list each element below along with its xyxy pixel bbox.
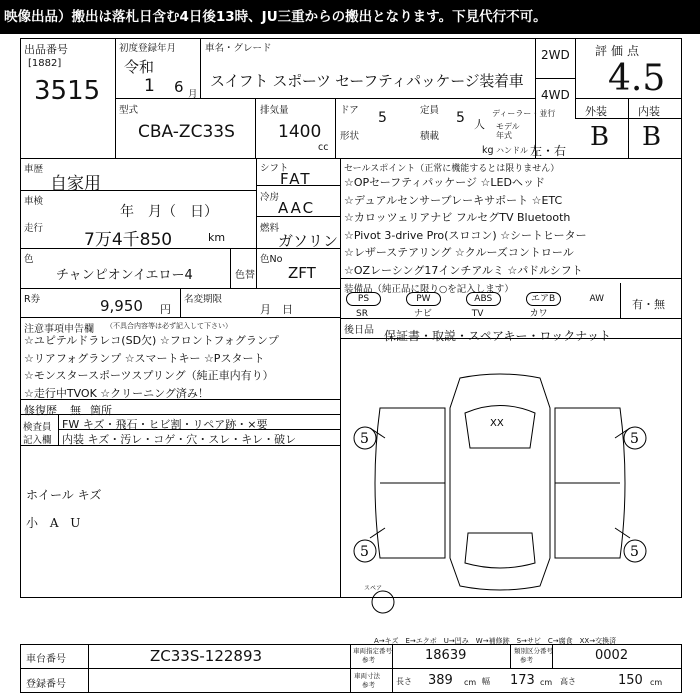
chassis-value: ZC33S-122893: [150, 647, 263, 665]
doors-value: 5: [378, 110, 387, 126]
note-item: ☆ユピテルドラレコ(SD欠) ☆フロントフォグランプ: [24, 334, 279, 347]
notes-list: [24, 332, 279, 402]
dims-length-unit: cm: [464, 678, 477, 687]
damage-mark-xx: XX: [490, 418, 504, 429]
after-items-label: 後日品: [344, 325, 374, 336]
dims-height-label: 高さ: [560, 677, 576, 686]
handle-value: 左・右: [530, 144, 567, 158]
first-reg-year: 1: [144, 76, 155, 96]
tire-front-left-tread: 5: [360, 431, 369, 447]
inspection-no-label: 車両指定番号: [353, 647, 392, 655]
auction-banner: 映像出品）搬出は落札日含む4日後13時、JU三重からの搬出となります。下見代行不可。: [0, 0, 700, 34]
seats-value: 5: [456, 110, 465, 126]
first-reg-month: 6: [174, 78, 184, 96]
model-label: 車名・グレード: [205, 43, 272, 54]
sales-points-label: セールスポイント（正常に機能するとは限りません）: [344, 164, 560, 174]
name-change-day: 月 日: [260, 303, 293, 316]
color-no-label: 色No: [260, 254, 283, 265]
class-no-sub: 参考: [520, 656, 533, 664]
displacement-label: 排気量: [260, 105, 289, 116]
dims-width: 173: [510, 673, 535, 688]
fuel-label: 燃料: [260, 223, 280, 234]
mileage-label: 走行: [24, 223, 44, 234]
first-reg-month-unit: 月: [188, 89, 198, 100]
type-value: CBA-ZC33S: [138, 122, 235, 142]
mileage-unit: km: [208, 231, 226, 244]
note-item: ☆モンスタースポーツスプリング（純正車内有り）: [24, 369, 274, 382]
car-top-outline: [450, 374, 550, 590]
color-no-value: ZFT: [288, 264, 316, 282]
grade-label: 評価点: [595, 44, 644, 58]
dims-sub: 参考: [362, 681, 375, 689]
sales-point: ☆OZレーシング17インチアルミ ☆パドルシフト: [344, 263, 583, 277]
equip-aw: AW: [589, 294, 605, 304]
dims-label: 車両寸法: [354, 672, 380, 680]
after-items-value: 保証書・取説・スペアキー・ロックナット: [384, 329, 612, 343]
notes-hint: （不具合内容等は必ず記入して下さい）: [106, 322, 232, 330]
grade-interior: B: [642, 122, 662, 152]
dealer-label: ディーラー・並行: [492, 109, 556, 118]
doors-label: ドア: [340, 105, 359, 116]
inspector-row-1: FW キズ・飛石・ヒビ割・リペア跡・×要: [62, 418, 268, 431]
sales-point: ☆カロッツェリアナビ フルセグTV Bluetooth: [344, 211, 571, 224]
lot-number: 3515: [34, 76, 101, 106]
inspection-label: 車検: [24, 196, 44, 207]
equip-navi: ナビ: [413, 309, 432, 319]
grade-exterior-label: 外装: [585, 105, 607, 118]
type-label: 型式: [119, 105, 139, 116]
mileage-value: 7万4千850: [84, 230, 173, 250]
sales-point: ☆デュアルセンサーブレーキサポート ☆ETC: [344, 193, 563, 207]
grade-exterior: B: [590, 122, 610, 152]
car-damage-diagram: [350, 368, 650, 598]
color-value: チャンピオンイエロー4: [56, 268, 193, 283]
first-reg-label: 初度登録年月: [119, 43, 177, 54]
seats-label: 定員: [420, 105, 440, 116]
repair-label: 修復歴: [24, 404, 57, 417]
model-name: スイフト スポーツ セーフティパッケージ装着車: [210, 72, 524, 90]
handwritten-note-1: ホイール キズ: [26, 488, 102, 502]
dims-width-label: 幅: [482, 677, 490, 686]
handle-label: ハンドル: [496, 146, 528, 155]
damage-legend: A→キズ E→エクボ U→凹み W→補修跡 S→サビ C→腐食 XX→交換済: [374, 637, 617, 645]
sales-point: ☆Pivot 3-drive Pro(スロコン) ☆シートヒーター: [344, 228, 587, 242]
load-label: 積載: [420, 131, 440, 142]
repair-value: 無: [70, 404, 81, 417]
equip-sr: SR: [356, 309, 368, 319]
equip-ps: PS: [346, 292, 381, 306]
note-item: ☆走行中TVOK ☆クリーニング済み！: [24, 386, 209, 400]
equip-pw: PW: [406, 292, 441, 306]
repair-unit: 箇所: [90, 404, 112, 417]
chassis-label: 車台番号: [26, 654, 66, 665]
car-rear-window: [465, 533, 535, 568]
cooling-label: 冷房: [260, 192, 280, 203]
dims-width-unit: cm: [540, 678, 553, 687]
weight-unit: kg: [482, 145, 494, 156]
equip-tv: TV: [471, 309, 484, 319]
recycle-label: R券: [24, 294, 41, 305]
inspection-no-sub: 参考: [362, 656, 375, 664]
usage-label: 車歴: [24, 164, 44, 175]
usage-value: 自家用: [50, 174, 101, 194]
inspector-label-1: 検査員: [23, 422, 52, 433]
dims-length-label: 長さ: [396, 677, 412, 686]
equip-abs: ABS: [466, 292, 501, 306]
equip-leather: カワ: [529, 309, 548, 319]
displacement-unit: cc: [318, 142, 329, 153]
sales-point: ☆OPセーフティパッケージ ☆LEDヘッド: [344, 176, 545, 189]
lot-label: 出品番号: [24, 43, 68, 56]
shift-label: シフト: [260, 163, 289, 174]
inspection-no-value: 18639: [425, 648, 467, 663]
equipment-label: 装備品（純正品に限り○を記入します）: [344, 284, 514, 295]
equipment-yesno: 有・無: [632, 298, 665, 311]
dims-height: 150: [618, 673, 643, 688]
equipment-sub-row: [356, 306, 585, 319]
displacement-value: 1400: [278, 122, 322, 142]
dims-height-unit: cm: [650, 678, 663, 687]
tire-rear-left-tread: 5: [360, 544, 369, 560]
auction-sheet: [20, 38, 682, 693]
notes-label: 注意事項申告欄: [24, 324, 94, 335]
seats-unit: 人: [474, 118, 485, 131]
color-label: 色: [24, 254, 34, 265]
spare-label: スペア: [364, 585, 383, 592]
fuel-value: ガソリン: [278, 232, 339, 250]
equipment-row: [346, 292, 604, 306]
inspection-value: 年 月（ 日）: [120, 204, 218, 220]
drive-4wd: 4WD: [541, 88, 570, 102]
grade-score: 4.5: [608, 58, 666, 99]
name-change-label: 名変期限: [184, 294, 223, 305]
class-no-value: 0002: [595, 648, 629, 663]
inspector-label-2: 記入欄: [23, 435, 52, 446]
color-change-label: 色替: [235, 270, 255, 281]
drive-2wd: 2WD: [541, 48, 570, 62]
handwritten-note-2: 小 A U: [26, 516, 85, 530]
recycle-value: 9,950: [100, 297, 143, 315]
model-year-label: モデル年式: [496, 122, 520, 140]
tire-rear-right-tread: 5: [630, 544, 639, 560]
lot-ref: [1882]: [28, 58, 62, 69]
cooling-value: AAC: [278, 199, 316, 217]
note-item: ☆リアフォグランプ ☆スマートキー ☆Pスタート: [24, 351, 265, 365]
recycle-unit: 円: [160, 303, 171, 316]
dims-length: 389: [428, 673, 453, 688]
registration-label: 登録番号: [26, 679, 66, 690]
shift-value: FAT: [280, 170, 312, 188]
class-no-label: 類別区分番号: [514, 647, 553, 655]
shape-label: 形状: [340, 131, 360, 142]
spare-tire-icon: [365, 590, 401, 620]
first-reg-era: 令和: [124, 58, 155, 76]
grade-interior-label: 内装: [638, 105, 660, 118]
sales-points-list: [344, 174, 587, 279]
equip-airbag: エアB: [526, 292, 561, 306]
sales-point: ☆レザーステアリング ☆クルーズコントロール: [344, 246, 574, 259]
tire-front-right-tread: 5: [630, 431, 639, 447]
inspector-row-2: 内装 キズ・汚レ・コゲ・穴・スレ・キレ・破レ: [62, 433, 297, 446]
